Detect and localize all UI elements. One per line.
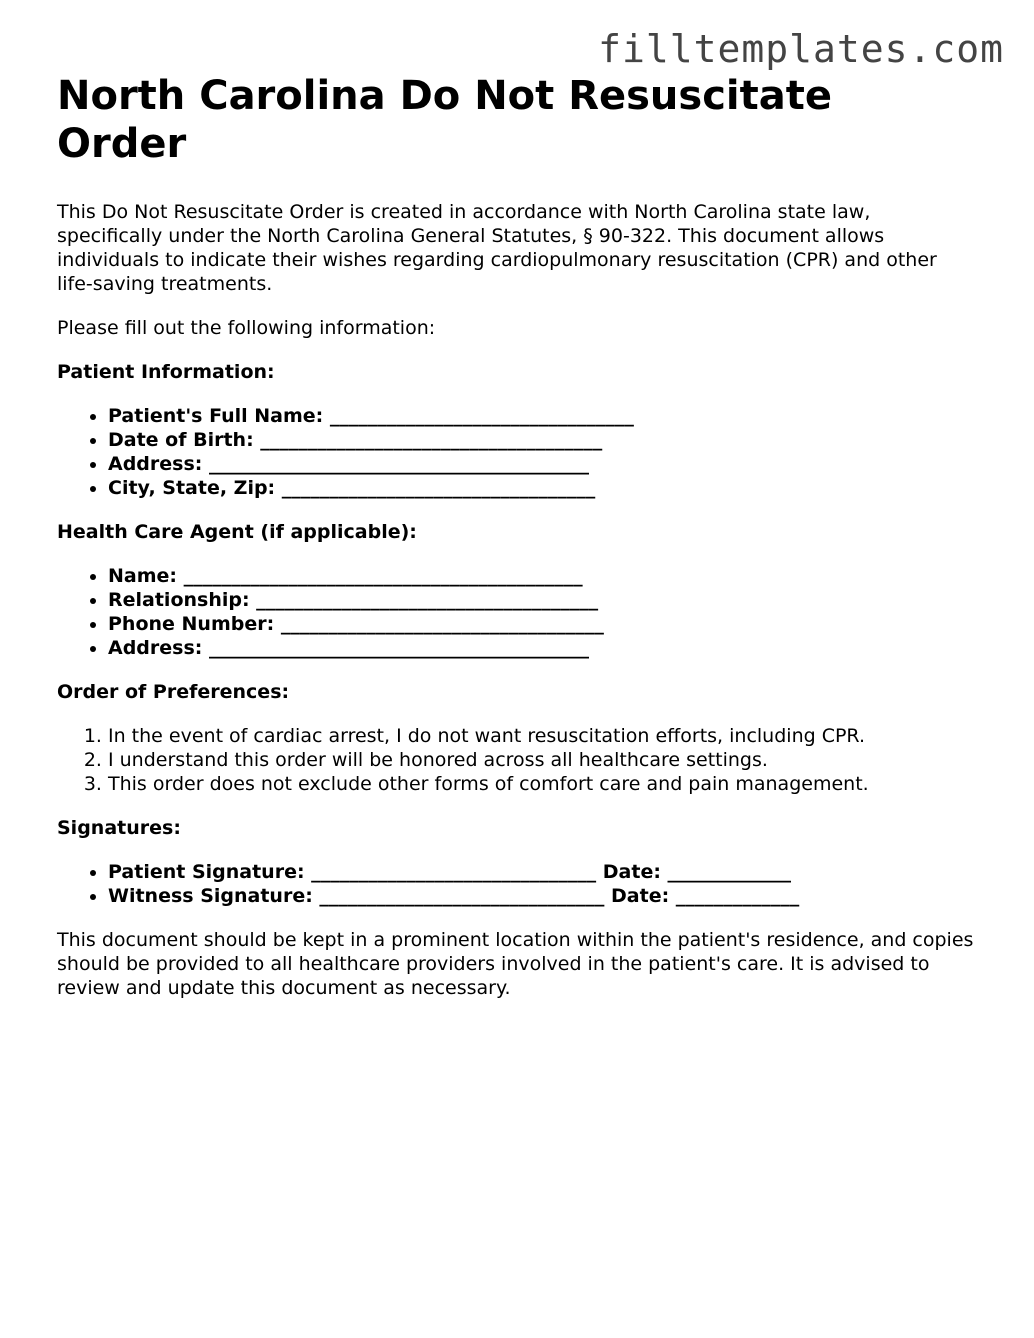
- patient-info-heading: Patient Information:: [57, 361, 275, 383]
- closing-paragraph: This document should be kept in a prominent location within the patient's residence, and copies should be provided to all healthcare providers involved in the patient's care. It is advised to review and update this document as necessary.: [57, 929, 974, 999]
- agent-phone-field[interactable]: • Phone Number: __________________________________: [108, 612, 977, 636]
- preference-item: 3. This order does not exclude other forms of comfort care and pain management.: [108, 772, 977, 796]
- preference-item: 1. In the event of cardiac arrest, I do not want resuscitation efforts, including CPR.: [108, 724, 977, 748]
- signatures-list: [57, 860, 977, 908]
- patient-city-state-zip-field[interactable]: • City, State, Zip: _________________________________: [108, 476, 977, 500]
- preferences-heading: Order of Preferences:: [57, 681, 290, 703]
- intro-paragraph: This Do Not Resuscitate Order is created in accordance with North Carolina state law, specifically under the North Carolina General Statutes, § 90-322. This document allows individuals to indicate their wishes regarding cardiopulmonary resuscitation (CPR) and other life-saving treatments.: [57, 201, 937, 295]
- document-body: [57, 72, 977, 1020]
- agent-info-list: [57, 564, 977, 660]
- agent-relationship-field[interactable]: • Relationship: ____________________________________: [108, 588, 977, 612]
- instruction-text: Please fill out the following information:: [57, 317, 436, 339]
- agent-info-heading: Health Care Agent (if applicable):: [57, 521, 417, 543]
- page-title: North Carolina Do Not Resuscitate Order: [57, 73, 832, 167]
- watermark: filltemplates.com: [598, 27, 1004, 71]
- patient-name-field[interactable]: • Patient's Full Name: ________________________________: [108, 404, 977, 428]
- patient-info-list: [57, 404, 977, 500]
- agent-address-field[interactable]: • Address: ________________________________________: [108, 636, 977, 660]
- patient-dob-field[interactable]: • Date of Birth: ____________________________________: [108, 428, 977, 452]
- witness-signature-field[interactable]: • Witness Signature: ______________________________ Date: _____________: [108, 884, 977, 908]
- preference-item: 2. I understand this order will be honored across all healthcare settings.: [108, 748, 977, 772]
- patient-address-field[interactable]: • Address: ________________________________________: [108, 452, 977, 476]
- patient-signature-field[interactable]: • Patient Signature: ______________________________ Date: _____________: [108, 860, 977, 884]
- preferences-list: [57, 724, 977, 796]
- signatures-heading: Signatures:: [57, 817, 181, 839]
- agent-name-field[interactable]: • Name: __________________________________________: [108, 564, 977, 588]
